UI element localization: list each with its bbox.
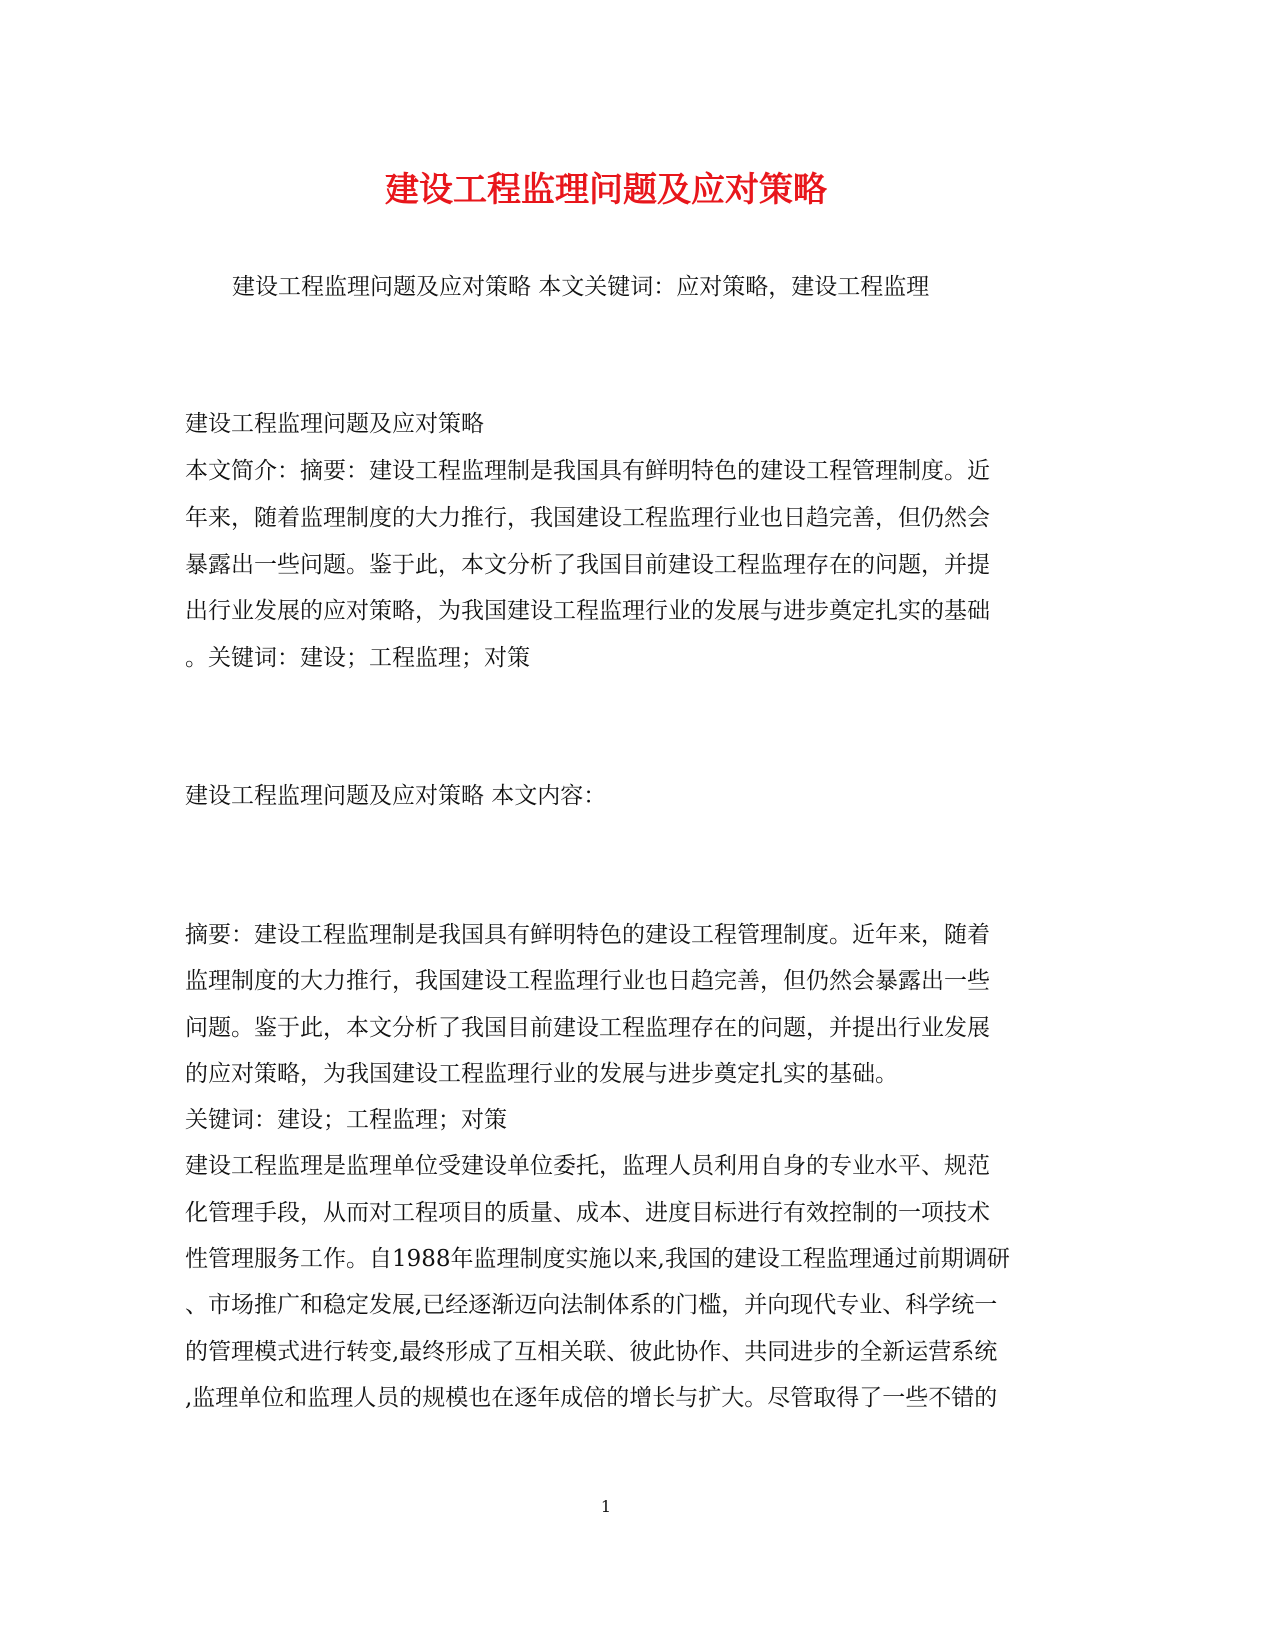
body-line: ,监理单位和监理人员的规模也在逐年成倍的增长与扩大。尽管取得了一些不错的 (185, 1385, 998, 1411)
body-line: 、市场推广和稳定发展,已经逐渐迈向法制体系的门槛，并向现代专业、科学统一 (185, 1292, 998, 1318)
body-line: 的应对策略，为我国建设工程监理行业的发展与进步奠定扎实的基础。 (185, 1061, 898, 1087)
document-title: 建设工程监理问题及应对策略 (385, 170, 827, 210)
body-line: 关键词：建设；工程监理；对策 (185, 1107, 507, 1133)
intro-line: 。关键词：建设；工程监理；对策 (185, 645, 530, 671)
body-line: 监理制度的大力推行，我国建设工程监理行业也日趋完善，但仍然会暴露出一些 (185, 968, 990, 994)
body-line: 建设工程监理是监理单位受建设单位委托，监理人员利用自身的专业水平、规范 (185, 1153, 990, 1179)
content-heading: 建设工程监理问题及应对策略 本文内容： (185, 783, 607, 809)
body-line: 化管理手段，从而对工程项目的质量、成本、进度目标进行有效控制的一项技术 (185, 1200, 990, 1226)
intro-line: 暴露出一些问题。鉴于此，本文分析了我国目前建设工程监理存在的问题，并提 (185, 552, 990, 578)
keywords-line: 建设工程监理问题及应对策略 本文关键词：应对策略，建设工程监理 (232, 274, 930, 300)
intro-line: 出行业发展的应对策略，为我国建设工程监理行业的发展与进步奠定扎实的基础 (185, 598, 990, 624)
intro-line: 年来，随着监理制度的大力推行，我国建设工程监理行业也日趋完善，但仍然会 (185, 505, 990, 531)
body-line: 摘要：建设工程监理制是我国具有鲜明特色的建设工程管理制度。近年来，随着 (185, 922, 990, 948)
body-line: 的管理模式进行转变,最终形成了互相关联、彼此协作、共同进步的全新运营系统 (185, 1339, 998, 1365)
page-number: 1 (600, 1497, 612, 1516)
body-line: 性管理服务工作。自1988年监理制度实施以来,我国的建设工程监理通过前期调研 (185, 1246, 1010, 1272)
body-line: 问题。鉴于此，本文分析了我国目前建设工程监理存在的问题，并提出行业发展 (185, 1015, 990, 1041)
intro-heading: 建设工程监理问题及应对策略 (185, 411, 484, 437)
intro-line: 本文简介：摘要：建设工程监理制是我国具有鲜明特色的建设工程管理制度。近 (185, 458, 990, 484)
